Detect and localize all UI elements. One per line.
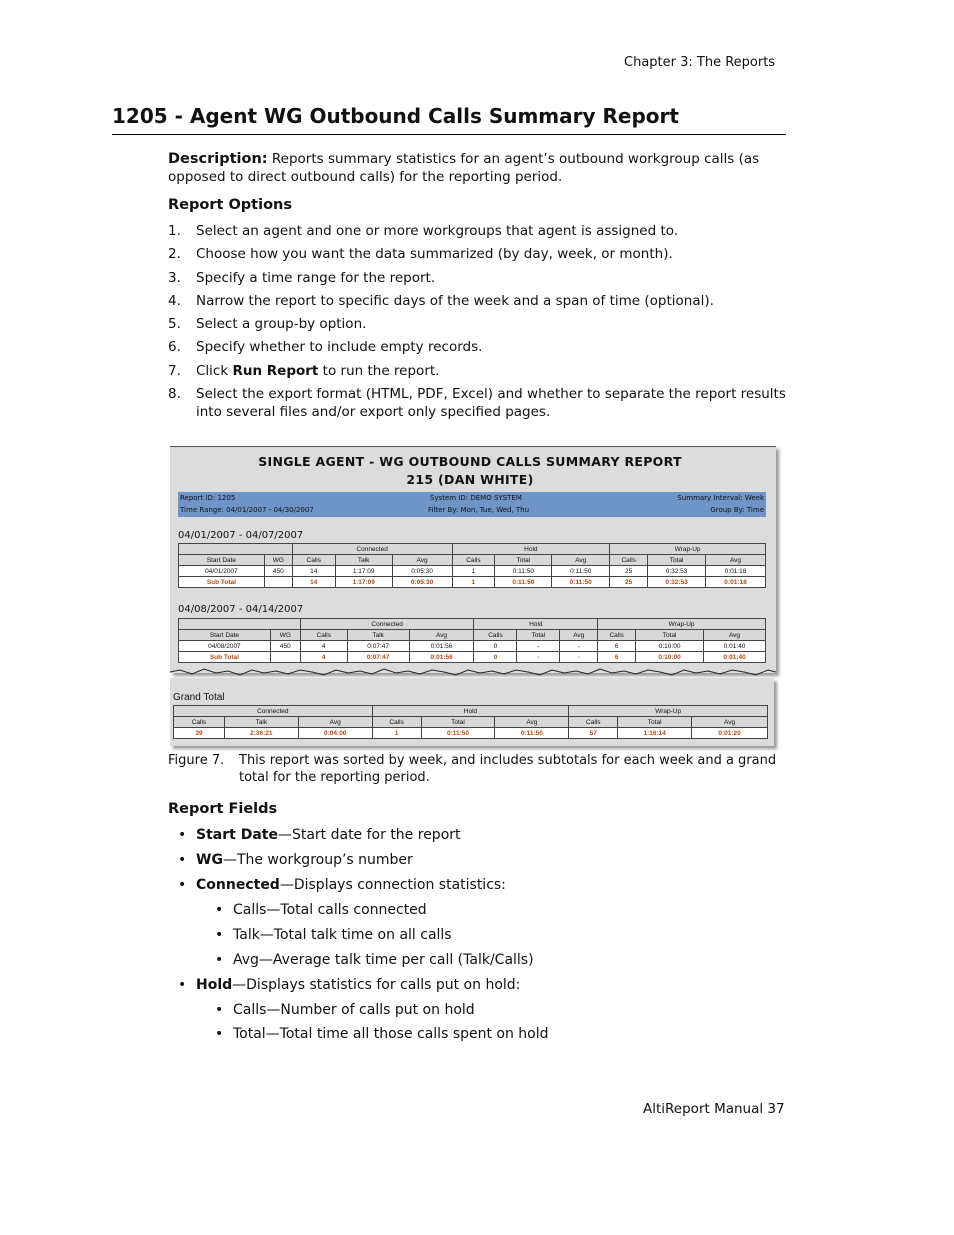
time-range: Time Range: 04/01/2007 - 04/30/2007 (180, 506, 314, 514)
table-cell: 450 (270, 641, 300, 652)
grand-total-table (173, 705, 768, 739)
bullet-icon: • (178, 827, 187, 843)
table-cell: Calls (452, 555, 495, 566)
field-list-item (178, 827, 461, 843)
table-cell: 0:01:56 (409, 652, 474, 663)
table-cell: Talk (335, 555, 392, 566)
table-cell: 0:05:30 (392, 577, 452, 588)
chapter-header: Chapter 3: The Reports (624, 55, 776, 70)
field-list-item (178, 852, 413, 868)
table-cell: 1:16:14 (618, 728, 692, 739)
field-description: Total—Total time all those calls spent on hold (233, 1026, 549, 1042)
field-name: Connected (196, 877, 280, 893)
grand-total-row (174, 728, 768, 739)
bullet-icon: • (215, 902, 224, 918)
table-cell: 4 (300, 641, 347, 652)
field-item-text (233, 1026, 549, 1042)
field-list-item (215, 927, 452, 943)
field-description: —The workgroup’s number (222, 852, 413, 868)
table-cell: Total (517, 630, 560, 641)
list-item-text (196, 385, 788, 421)
column-header-row (179, 630, 766, 641)
report-id: Report ID: 1205 (180, 494, 236, 502)
table-cell: Start Date (179, 630, 271, 641)
filter-by: Filter By: Mon, Tue, Wed, Thu (428, 506, 530, 514)
table-cell: Calls (569, 717, 618, 728)
group-by: Group By: Time (710, 506, 764, 514)
field-description: —Displays connection statistics: (279, 877, 506, 893)
field-name: WG (196, 852, 223, 868)
field-description: Calls—Total calls connected (233, 902, 427, 918)
table-cell: - (517, 652, 560, 663)
table-cell: 25 (610, 577, 648, 588)
field-list-item (215, 902, 427, 918)
table-row (179, 566, 766, 577)
table-cell: 4 (300, 652, 347, 663)
field-item-text (196, 977, 520, 993)
field-item-text (196, 877, 506, 893)
list-item-text (196, 292, 788, 310)
group-header-wrapup: Wrap-Up (610, 544, 766, 555)
table-cell: Avg (298, 717, 372, 728)
table-cell: 57 (569, 728, 618, 739)
list-item (168, 292, 788, 310)
table-cell (270, 652, 300, 663)
list-item-number: 3. (168, 269, 181, 286)
table-cell: - (517, 641, 560, 652)
list-item-number: 1. (168, 223, 181, 239)
field-list-item (178, 877, 506, 893)
group-header-connected: Connected (174, 706, 373, 717)
field-item-text (233, 927, 452, 943)
table-cell: 39 (174, 728, 225, 739)
table-cell: Calls (300, 630, 347, 641)
list-item-text (196, 245, 788, 263)
table-cell: Total (495, 555, 552, 566)
list-item-number: 7. (168, 362, 181, 379)
table-cell: 0:07:47 (347, 652, 409, 663)
week-range-label: 04/01/2007 - 04/07/2007 (178, 530, 304, 541)
table-cell: 1:17:09 (335, 577, 392, 588)
table-cell: Calls (372, 717, 421, 728)
field-name: Hold (196, 977, 233, 993)
table-cell: 0:01:18 (706, 577, 766, 588)
list-item-text-part: Select an agent and one or more workgroups that agent is assigned to. (196, 223, 679, 239)
table-cell: 0:11:50 (552, 577, 610, 588)
field-item-text (233, 1002, 475, 1018)
table-cell: Avg (692, 717, 768, 728)
table-cell: 1 (452, 577, 495, 588)
table-cell: Avg (560, 630, 598, 641)
field-description: —Displays statistics for calls put on hold: (232, 977, 521, 993)
list-item-text-part: Select a group-by option. (196, 316, 367, 333)
group-header-connected: Connected (300, 619, 474, 630)
list-item (168, 315, 788, 333)
title-divider (112, 134, 786, 135)
report-title: SINGLE AGENT - WG OUTBOUND CALLS SUMMARY REPORT (258, 454, 682, 469)
table-cell: 0:04:00 (298, 728, 372, 739)
table-cell: 0:11:50 (495, 728, 569, 739)
table-cell: 0:01:40 (704, 641, 766, 652)
field-item-text (196, 852, 413, 868)
field-description: Avg—Average talk time per call (Talk/Calls) (233, 952, 534, 968)
list-item-emphasis: Run Report (232, 362, 319, 379)
group-header-blank (179, 544, 293, 555)
list-item-text (196, 362, 788, 380)
table-row (179, 641, 766, 652)
field-name: Start Date (196, 827, 278, 843)
week-table (178, 543, 766, 588)
report-figure (170, 446, 776, 748)
field-list-item (215, 952, 534, 968)
table-cell: Sub Total (179, 577, 265, 588)
list-item-number: 6. (168, 339, 181, 356)
subtotal-row (179, 652, 766, 663)
table-cell: Calls (292, 555, 335, 566)
bullet-icon: • (215, 1026, 224, 1042)
list-item-text (196, 315, 788, 333)
report-fields-heading: Report Fields (168, 801, 278, 817)
table-cell: 04/08/2007 (179, 641, 271, 652)
table-cell: 0 (474, 652, 517, 663)
figure-caption-text: This report was sorted by week, and includes subtotals for each week and a grand total for the reporting period. (239, 753, 777, 785)
table-cell: 04/01/2007 (179, 566, 265, 577)
table-cell: 0:07:47 (347, 641, 409, 652)
bullet-icon: • (178, 877, 187, 893)
table-cell: 0:01:18 (706, 566, 766, 577)
field-list-item (215, 1002, 475, 1018)
list-item-text-part: Click (196, 362, 233, 379)
list-item-text-part: Select the export format (HTML, PDF, Excel) and whether to separate the report results into several files and/or export only specified pages. (196, 386, 786, 421)
group-header-row (179, 544, 766, 555)
bullet-icon: • (215, 1002, 224, 1018)
table-cell: 6 (598, 652, 636, 663)
table-cell: Sub Total (179, 652, 271, 663)
table-cell: Calls (598, 630, 636, 641)
report-panel-bottom (170, 678, 774, 746)
table-cell: 0:01:20 (692, 728, 768, 739)
table-cell: Avg (706, 555, 766, 566)
group-header-connected: Connected (292, 544, 452, 555)
bullet-icon: • (178, 977, 187, 993)
week-range-label: 04/08/2007 - 04/14/2007 (178, 604, 304, 615)
table-cell: WG (264, 555, 292, 566)
table-cell: 1 (372, 728, 421, 739)
table-cell: 0:10:00 (636, 641, 704, 652)
table-cell: Calls (474, 630, 517, 641)
list-item (168, 222, 788, 240)
table-cell: 0:05:30 (392, 566, 452, 577)
table-cell: 0 (474, 641, 517, 652)
list-item-text-part: Narrow the report to specific days of the week and a span of time (optional). (196, 292, 714, 309)
figure-caption-label: Figure 7. (168, 753, 225, 768)
list-item-number: 4. (168, 292, 181, 309)
table-cell: 0:11:50 (421, 728, 495, 739)
field-item-text (233, 952, 534, 968)
report-options-heading: Report Options (168, 197, 292, 213)
table-cell: 0:32:53 (648, 577, 706, 588)
field-description: —Start date for the report (277, 827, 461, 843)
table-cell: Total (648, 555, 706, 566)
table-cell: Avg (409, 630, 474, 641)
table-cell: 450 (264, 566, 292, 577)
list-item-text (196, 338, 788, 356)
group-header-row (179, 619, 766, 630)
field-description: Talk—Total talk time on all calls (233, 927, 452, 943)
list-item (168, 338, 788, 356)
table-cell: Start Date (179, 555, 265, 566)
subtotal-row (179, 577, 766, 588)
column-header-row (179, 555, 766, 566)
table-cell: 0:01:56 (409, 641, 474, 652)
report-options-list (168, 222, 788, 426)
list-item-text-part: to run the report. (318, 362, 440, 379)
table-cell: Talk (224, 717, 298, 728)
grand-total-label: Grand Total (173, 692, 225, 703)
list-item-text (196, 222, 788, 240)
list-item-text (196, 269, 788, 287)
table-cell: Total (618, 717, 692, 728)
field-item-text (233, 902, 427, 918)
list-item (168, 245, 788, 263)
list-item-number: 8. (168, 386, 181, 403)
table-cell: 0:32:53 (648, 566, 706, 577)
report-info-bar (178, 492, 766, 517)
description-label: Description: (168, 151, 268, 167)
table-cell: 1 (452, 566, 495, 577)
description-paragraph (168, 150, 788, 186)
table-cell: 0:10:00 (636, 652, 704, 663)
list-item (168, 269, 788, 287)
table-cell: Avg (392, 555, 452, 566)
group-header-blank (179, 619, 301, 630)
table-cell: Avg (495, 717, 569, 728)
table-cell (264, 577, 292, 588)
summary-interval: Summary Interval: Week (677, 494, 764, 502)
group-header-wrapup: Wrap-Up (569, 706, 768, 717)
field-description: Calls—Number of calls put on hold (233, 1002, 475, 1018)
group-header-hold: Hold (452, 544, 610, 555)
table-cell: 0:11:50 (495, 577, 552, 588)
list-item-text-part: Specify a time range for the report. (196, 269, 436, 286)
column-header-row (174, 717, 768, 728)
field-list-item (178, 977, 520, 993)
field-list-item (215, 1026, 549, 1042)
system-id: System ID: DEMO SYSTEM (430, 494, 522, 502)
table-cell: Avg (704, 630, 766, 641)
table-cell: Total (636, 630, 704, 641)
list-item-number: 5. (168, 316, 181, 333)
table-cell: 0:11:50 (552, 566, 610, 577)
bullet-icon: • (178, 852, 187, 868)
list-item-text-part: Specify whether to include empty records. (196, 339, 483, 356)
table-cell: WG (270, 630, 300, 641)
field-item-text (196, 827, 461, 843)
description-text: Reports summary statistics for an agent’s outbound workgroup calls (as opposed to direct outbound calls) for the reporting period. (168, 151, 760, 185)
table-cell: 6 (598, 641, 636, 652)
table-cell: Talk (347, 630, 409, 641)
table-cell: 14 (292, 577, 335, 588)
table-cell: 0:11:50 (495, 566, 552, 577)
table-cell: 1:17:09 (335, 566, 392, 577)
group-header-row (174, 706, 768, 717)
table-cell: - (560, 641, 598, 652)
table-cell: Calls (610, 555, 648, 566)
report-agent: 215 (DAN WHITE) (406, 472, 534, 487)
table-cell: 25 (610, 566, 648, 577)
table-cell: 14 (292, 566, 335, 577)
table-cell: Avg (552, 555, 610, 566)
list-item-text-part: Choose how you want the data summarized (by day, week, or month). (196, 246, 673, 263)
page-footer: AltiReport Manual 37 (643, 1101, 785, 1117)
table-cell: Total (421, 717, 495, 728)
list-item (168, 385, 788, 421)
table-cell: 0:01:40 (704, 652, 766, 663)
list-item (168, 362, 788, 380)
list-item-number: 2. (168, 246, 181, 263)
table-cell: 2:36:21 (224, 728, 298, 739)
figure-caption (168, 752, 788, 786)
bullet-icon: • (215, 952, 224, 968)
bullet-icon: • (215, 927, 224, 943)
group-header-hold: Hold (372, 706, 569, 717)
week-table (178, 618, 766, 663)
table-cell: - (560, 652, 598, 663)
report-panel-top (170, 446, 776, 673)
table-cell: Calls (174, 717, 225, 728)
group-header-hold: Hold (474, 619, 598, 630)
group-header-wrapup: Wrap-Up (598, 619, 766, 630)
page-title: 1205 - Agent WG Outbound Calls Summary Report (112, 104, 679, 128)
